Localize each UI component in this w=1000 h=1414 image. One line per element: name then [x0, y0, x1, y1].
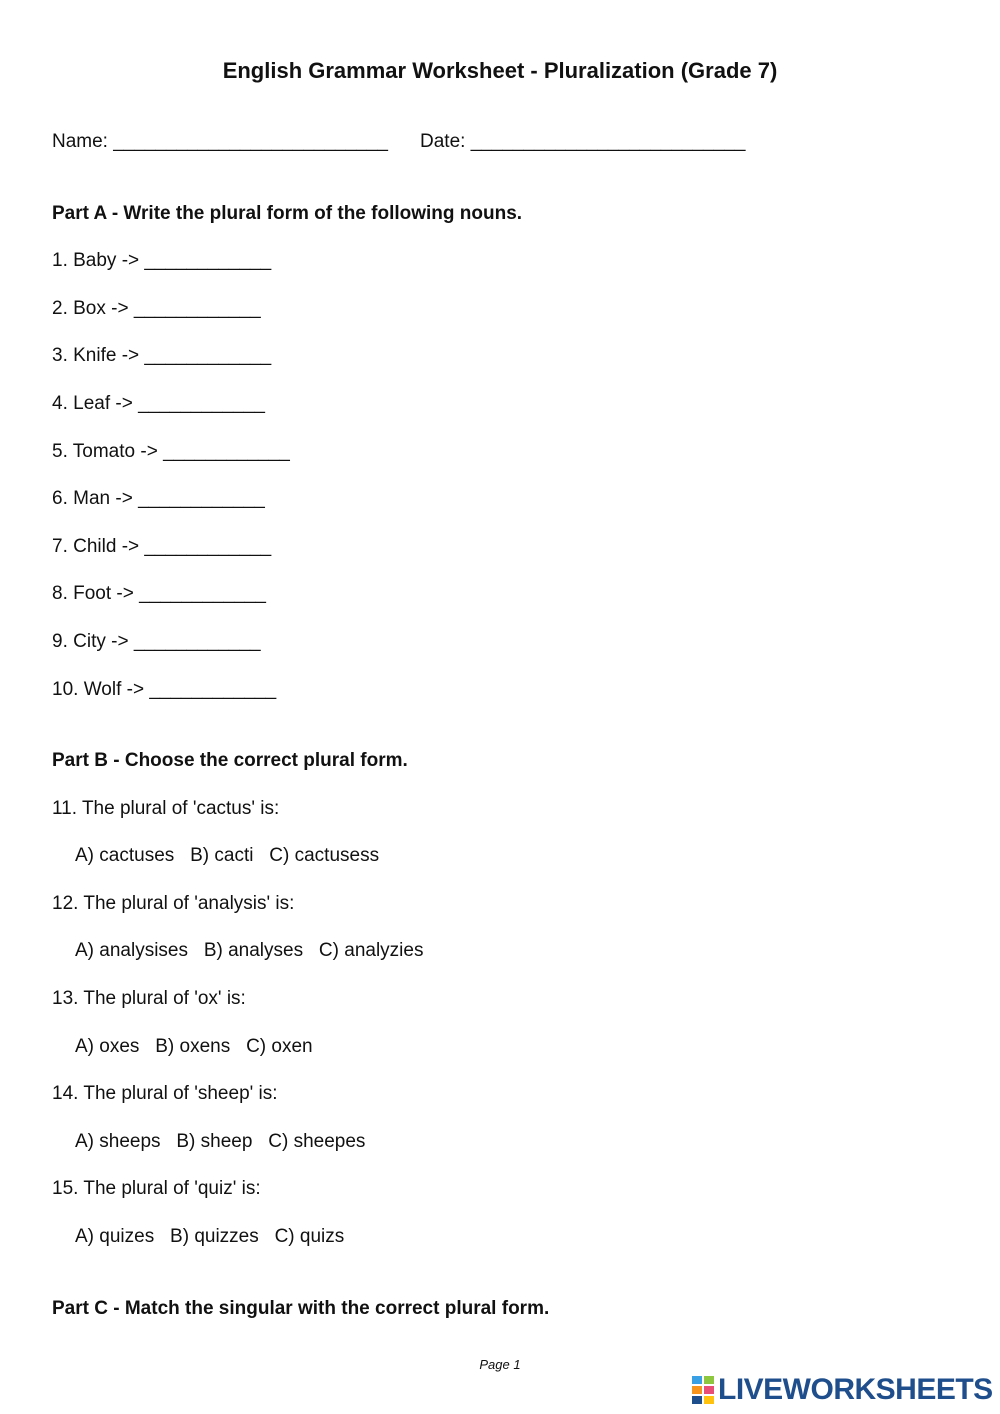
- part-a-heading: Part A - Write the plural form of the following nouns.: [52, 203, 523, 224]
- worksheet-title: English Grammar Worksheet - Pluralization (Grade 7): [222, 58, 778, 83]
- part-a-item[interactable]: 4. Leaf -> ____________: [52, 393, 265, 414]
- part-b-question: 13. The plural of 'ox' is:: [52, 988, 246, 1009]
- part-a-item[interactable]: 9. City -> ____________: [52, 631, 261, 652]
- part-b-options[interactable]: A) quizes B) quizzes C) quizs: [75, 1226, 345, 1247]
- part-b-options[interactable]: A) analysises B) analyses C) analyzies: [75, 940, 424, 961]
- brand-text: LIVEWORKSHEETS: [718, 1373, 993, 1406]
- part-b-options[interactable]: A) oxes B) oxens C) oxen: [75, 1036, 313, 1057]
- part-b-question: 14. The plural of 'sheep' is:: [52, 1083, 278, 1104]
- part-b-question: 15. The plural of 'quiz' is:: [52, 1178, 261, 1199]
- part-a-item[interactable]: 6. Man -> ____________: [52, 488, 265, 509]
- date-field[interactable]: Date: __________________________: [420, 131, 746, 152]
- part-c-heading: Part C - Match the singular with the correct plural form.: [52, 1298, 550, 1319]
- part-b-options[interactable]: A) sheeps B) sheep C) sheepes: [75, 1131, 366, 1152]
- part-b-question: 12. The plural of 'analysis' is:: [52, 893, 295, 914]
- page-number: Page 1: [479, 1357, 521, 1372]
- part-a-item[interactable]: 8. Foot -> ____________: [52, 583, 266, 604]
- part-a-item[interactable]: 7. Child -> ____________: [52, 536, 272, 557]
- part-a-item[interactable]: 1. Baby -> ____________: [52, 250, 272, 271]
- part-b-question: 11. The plural of 'cactus' is:: [52, 798, 280, 819]
- liveworksheets-brand[interactable]: [692, 1372, 993, 1408]
- part-a-item[interactable]: 3. Knife -> ____________: [52, 345, 272, 366]
- part-b-options[interactable]: A) cactuses B) cacti C) cactusess: [75, 845, 380, 866]
- part-a-item[interactable]: 10. Wolf -> ____________: [52, 679, 277, 700]
- part-a-item[interactable]: 2. Box -> ____________: [52, 298, 261, 319]
- part-a-item[interactable]: 5. Tomato -> ____________: [52, 441, 290, 462]
- liveworksheets-logo-icon: [692, 1376, 714, 1404]
- name-field[interactable]: Name: __________________________: [52, 131, 388, 152]
- part-b-heading: Part B - Choose the correct plural form.: [52, 750, 408, 771]
